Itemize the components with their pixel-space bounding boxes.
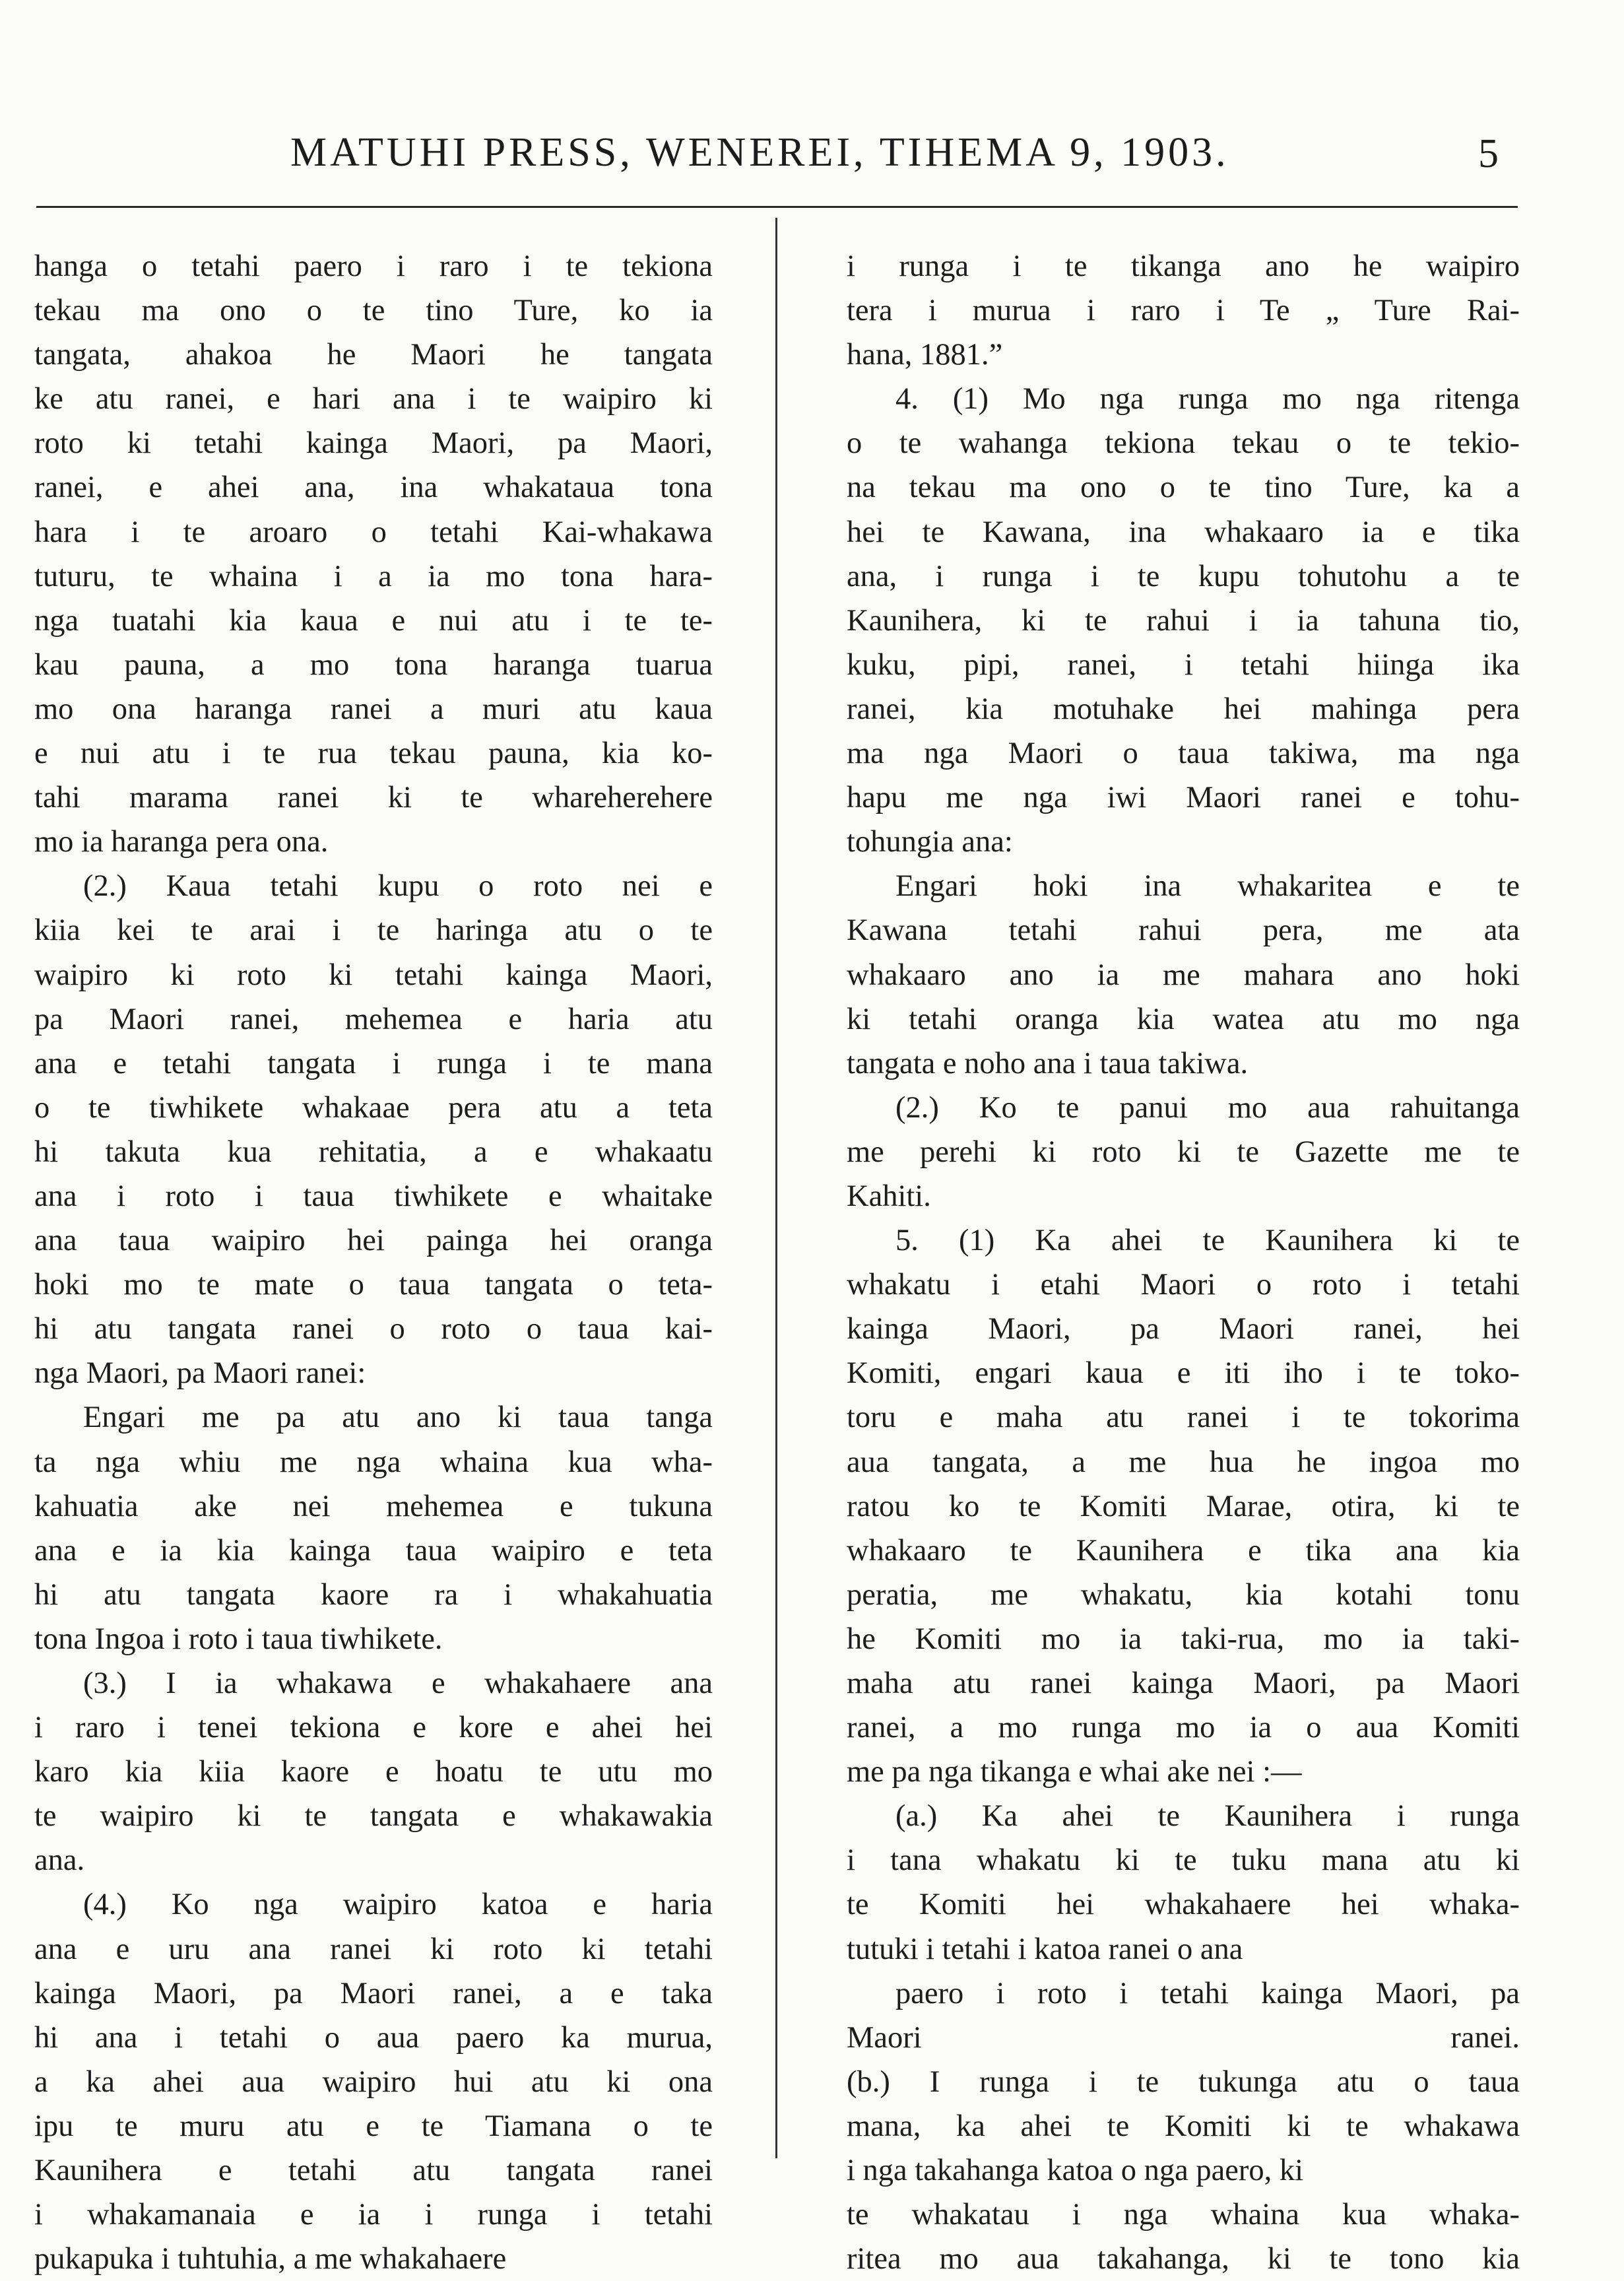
text-line: (3.) I ia whakawa e whakahaere ana	[83, 1667, 713, 1700]
text-line: Kaunihera, ki te rahui i ia tahuna tio,	[847, 603, 1520, 638]
text-line: Kaunihera e tetahi atu tangata ranei	[34, 2154, 713, 2188]
text-line: toru e maha atu ranei i te tokorima	[847, 1401, 1520, 1435]
text-line: hapu me nga iwi Maori ranei e tohu-	[847, 781, 1520, 815]
text-line: kainga Maori, pa Maori ranei, a e taka	[34, 1976, 713, 2010]
text-line: 5. (1) Ka ahei te Kaunihera ki te	[895, 1224, 1520, 1258]
text-line: ana, i runga i te kupu tohutohu a te	[847, 559, 1520, 593]
text-line: ranei, kia motuhake hei mahinga pera	[847, 692, 1520, 726]
text-line: tohungia ana:	[847, 825, 1013, 859]
text-line: nga tuatahi kia kaua e nui atu i te te-	[34, 603, 713, 638]
text-line: te Komiti hei whakahaere hei whaka-	[847, 1888, 1520, 1922]
text-line: (2.) Kaua tetahi kupu o roto nei e	[83, 869, 713, 904]
text-line: whakatu i etahi Maori o roto i tetahi	[847, 1268, 1520, 1302]
page-number: 5	[1478, 131, 1499, 176]
text-line: peratia, me whakatu, kia kotahi tonu	[847, 1577, 1520, 1612]
text-line: tona Ingoa i roto i taua tiwhikete.	[34, 1622, 443, 1656]
text-line: waipiro ki roto ki tetahi kainga Maori,	[34, 958, 713, 992]
text-line: kainga Maori, pa Maori ranei, hei	[847, 1312, 1520, 1346]
column-divider	[775, 218, 777, 2158]
text-line: ana e tetahi tangata i runga i te mana	[34, 1046, 713, 1080]
text-line: e nui atu i te rua tekau pauna, kia ko-	[34, 737, 713, 771]
text-line: tahi marama ranei ki te whareherehere	[34, 781, 713, 815]
text-line: me perehi ki roto ki te Gazette me te	[847, 1135, 1520, 1169]
text-line: ana i roto i taua tiwhikete e whaitake	[34, 1179, 713, 1213]
text-line: 4. (1) Mo nga runga mo nga ritenga	[895, 382, 1520, 416]
running-title: MATUHI PRESS, WENEREI, TIHEMA 9, 1903.	[290, 130, 1229, 175]
text-line: hi atu tangata ranei o roto o taua kai-	[34, 1312, 713, 1346]
page-header	[0, 129, 1624, 182]
text-line: i raro i tenei tekiona e kore e ahei hei	[34, 1711, 713, 1745]
text-line: hei te Kawana, ina whakaaro ia e tika	[847, 515, 1520, 549]
header-rule	[36, 206, 1518, 208]
text-line: (4.) Ko nga waipiro katoa e haria	[83, 1888, 713, 1922]
text-line: hana, 1881.”	[847, 338, 1003, 372]
text-line: i runga i te tikanga ano he waipiro	[847, 249, 1520, 283]
text-line: o te wahanga tekiona tekau o te tekio-	[847, 426, 1520, 461]
text-line: hara i te aroaro o tetahi Kai-whakawa	[34, 515, 713, 549]
text-line: aua tangata, a me hua he ingoa mo	[847, 1445, 1520, 1479]
text-line: ana e ia kia kainga taua waipiro e teta	[34, 1533, 713, 1568]
text-line: ma nga Maori o taua takiwa, ma nga	[847, 737, 1520, 771]
text-line: kuku, pipi, ranei, i tetahi hiinga ika	[847, 647, 1520, 682]
text-line: ta nga whiu me nga whaina kua wha-	[34, 1445, 713, 1479]
text-line: tangata, ahakoa he Maori he tangata	[34, 338, 713, 372]
text-line: hi ana i tetahi o aua paero ka murua,	[34, 2020, 713, 2055]
text-line: (a.) Ka ahei te Kaunihera i runga	[895, 1799, 1520, 1834]
text-line: i tana whakatu ki te tuku mana atu ki	[847, 1843, 1520, 1878]
text-line: maha atu ranei kainga Maori, pa Maori	[847, 1667, 1520, 1700]
text-line: Komiti, engari kaua e iti iho i te toko-	[847, 1356, 1520, 1391]
text-line: (2.) Ko te panui mo aua rahuitanga	[895, 1090, 1520, 1125]
text-line: hanga o tetahi paero i raro i te tekiona	[34, 249, 713, 283]
text-line: me pa nga tikanga e whai ake nei :—	[847, 1755, 1302, 1789]
text-line: a ka ahei aua waipiro hui atu ki ona	[34, 2065, 713, 2099]
text-line: ipu te muru atu e te Tiamana o te	[34, 2109, 713, 2143]
text-line: kahuatia ake nei mehemea e tukuna	[34, 1489, 713, 1523]
text-line: te whakatau i nga whaina kua whaka-	[847, 2198, 1520, 2232]
text-line: whakaaro te Kaunihera e tika ana kia	[847, 1533, 1520, 1568]
text-line: mana, ka ahei te Komiti ki te whakawa	[847, 2109, 1520, 2143]
text-line: tangata e noho ana i taua takiwa.	[847, 1046, 1249, 1080]
text-line: ana taua waipiro hei painga hei oranga	[34, 1224, 713, 1258]
text-line: pukapuka i tuhtuhia, a me whakahaere	[34, 2242, 507, 2276]
text-line: tera i murua i raro i Te „ Ture Rai-	[847, 294, 1520, 328]
text-line: paero i roto i tetahi kainga Maori, pa	[895, 1976, 1520, 2010]
text-line: hoki mo te mate o taua tangata o teta-	[34, 1268, 713, 1302]
text-line: mo ia haranga pera ona.	[34, 825, 329, 859]
text-line: ke atu ranei, e hari ana i te waipiro ki	[34, 382, 713, 416]
text-line: kau pauna, a mo tona haranga tuarua	[34, 647, 713, 682]
text-line: Kahiti.	[847, 1179, 931, 1213]
text-line: i nga takahanga katoa o nga paero, ki	[847, 2154, 1304, 2188]
text-line: te waipiro ki te tangata e whakawakia	[34, 1799, 713, 1834]
text-line: Engari me pa atu ano ki taua tanga	[83, 1401, 713, 1435]
text-line: hi takuta kua rehitatia, a e whakaatu	[34, 1135, 713, 1169]
text-line: Kawana tetahi rahui pera, me ata	[847, 913, 1520, 948]
left-column	[34, 244, 713, 2281]
text-line: whakaaro ano ia me mahara ano hoki	[847, 958, 1520, 992]
text-line: hi atu tangata kaore ra i whakahuatia	[34, 1577, 713, 1612]
text-line: karo kia kiia kaore e hoatu te utu mo	[34, 1755, 713, 1789]
text-line: o te tiwhikete whakaae pera atu a teta	[34, 1090, 713, 1125]
text-line: Maori ranei.	[847, 2020, 1520, 2055]
text-line: tuturu, te whaina i a ia mo tona hara-	[34, 559, 713, 593]
text-line: ana.	[34, 1843, 85, 1878]
text-line: ranei, a mo runga mo ia o aua Komiti	[847, 1711, 1520, 1745]
text-line: ritea mo aua takahanga, ki te tono kia	[847, 2242, 1520, 2276]
text-line: he Komiti mo ia taki-rua, mo ia taki-	[847, 1622, 1520, 1656]
text-line: tutuki i tetahi i katoa ranei o ana	[847, 1932, 1243, 1966]
text-line: ratou ko te Komiti Marae, otira, ki te	[847, 1489, 1520, 1523]
text-line: kiia kei te arai i te haringa atu o te	[34, 913, 713, 948]
text-line: na tekau ma ono o te tino Ture, ka a	[847, 471, 1520, 505]
text-line: ki tetahi oranga kia watea atu mo nga	[847, 1002, 1520, 1036]
text-line: i whakamanaia e ia i runga i tetahi	[34, 2198, 713, 2232]
text-line: ranei, e ahei ana, ina whakataua tona	[34, 471, 713, 505]
text-line: tekau ma ono o te tino Ture, ko ia	[34, 294, 713, 328]
right-column	[847, 244, 1520, 2281]
text-line: Engari hoki ina whakaritea e te	[895, 869, 1520, 904]
text-line: (b.) I runga i te tukunga atu o taua	[847, 2065, 1520, 2099]
text-line: pa Maori ranei, mehemea e haria atu	[34, 1002, 713, 1036]
text-line: roto ki tetahi kainga Maori, pa Maori,	[34, 426, 713, 461]
text-line: ana e uru ana ranei ki roto ki tetahi	[34, 1932, 713, 1966]
text-line: mo ona haranga ranei a muri atu kaua	[34, 692, 713, 726]
text-line: nga Maori, pa Maori ranei:	[34, 1356, 366, 1391]
